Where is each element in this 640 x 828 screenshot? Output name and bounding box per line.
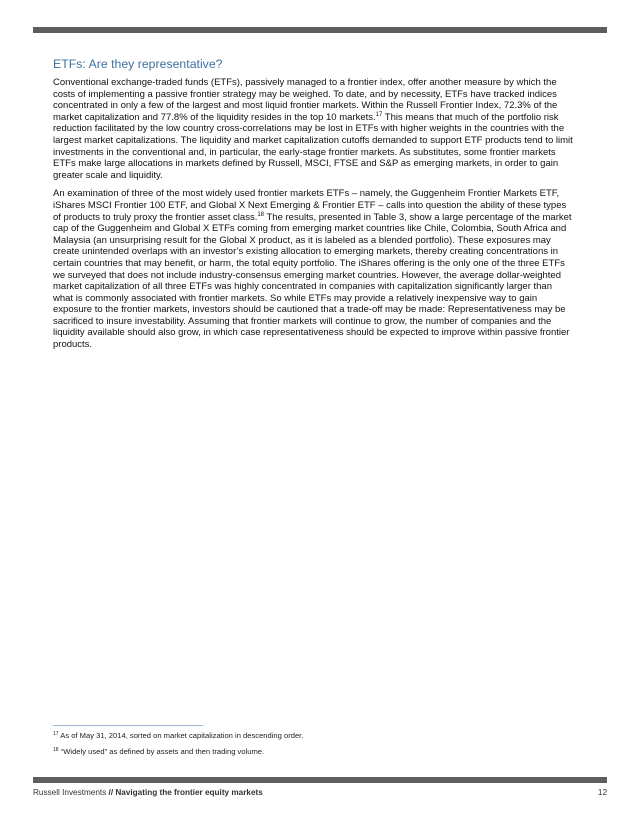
footer-title-line — [33, 788, 263, 797]
footer-separator: // — [106, 788, 116, 797]
paragraph-1-text-b: This means that much of the portfolio risk reduction facilitated by the low country cross-correlations may be lost in ETFs with higher weights in the countries with the largest market capitalizations. The liquidity and market capitalization cutoffs demanded to support ETF products tend to limit investments in the conventional and, in particular, the early-stage frontier markets. As substitutes, some frontier markets ETFs make large allocations in markets defined by Russell, MSCI, FTSE and S&P as emerging markets, in order to gain greater scale and liquidity. — [53, 111, 573, 181]
paragraph-1 — [53, 77, 573, 181]
footer-company: Russell Investments — [33, 788, 107, 797]
bottom-rule — [33, 777, 607, 783]
paragraph-2-text-b: The results, presented in Table 3, show a large percentage of the market cap of the Guggenheim and Global X ETFs coming from emerging market countries like Chile, Colombia, South Africa and Malaysia (an unsurprising result for the Global X product, as it is labeled as a blended portfolio). These exposures may create unintended overlaps with an investor’s existing allocation to emerging markets, thereby creating concentrations in certain countries that may benefit, or harm, the total equity portfolio. The iShares offering is the only one of the three ETFs we surveyed that does not include industry-consensus emerging market countries. However, the average dollar-weighted market capitalization of all three ETFs was highly concentrated in companies with capitalization significantly larger than what is commonly associated with frontier markets. So while ETFs may provide a relatively inexpensive way to gain exposure to the frontier markets, investors should be cautioned that a trade-off may be made: Representativeness may be sacrificed to insure investability. Assuming that frontier markets will continue to grow, the number of companies and the liquidity available should also grow, in which case representativeness should be expected to improve within passive frontier products. — [53, 211, 572, 351]
paragraph-2 — [53, 188, 573, 350]
paragraph-2-text-a: An examination of three of the most widely used frontier markets ETFs – namely, the Guggenheim Frontier Markets ETF, iShares MSCI Frontier 100 ETF, and Global X Next Emerging & Frontier ETF – calls into question the ability of these types of products to truly proxy the frontier asset class. — [53, 188, 567, 223]
footnote-rule — [53, 725, 203, 726]
footnote-18 — [53, 747, 573, 757]
paragraph-1-text-a: Conventional exchange-traded funds (ETFs), passively managed to a frontier index, offer another measure by which the costs of implementing a passive frontier strategy may be weighed. To date, and by necessity, ETFs have tracked indices concentrated in only a few of the largest and most liquid frontier markets. Within the Russell Frontier Index, 72.3% of the market capitalization and 77.8% of the liquidity resides in the top 10 markets. — [53, 77, 558, 123]
main-content — [53, 57, 573, 358]
footnote-ref-18: 18 — [257, 211, 265, 218]
footnotes — [53, 731, 573, 763]
footnote-text: “Widely used” as defined by assets and then trading volume. — [60, 747, 265, 756]
footnote-17 — [53, 731, 573, 741]
footnote-text: As of May 31, 2014, sorted on market capitalization in descending order. — [60, 731, 304, 740]
footnote-ref-17: 17 — [375, 111, 383, 118]
footnote-number: 18 — [53, 747, 59, 753]
section-heading: ETFs: Are they representative? — [53, 57, 223, 71]
footnote-number: 17 — [53, 731, 59, 737]
footer-document-title: Navigating the frontier equity markets — [115, 788, 263, 797]
page-number: 12 — [597, 788, 607, 797]
top-rule — [33, 27, 607, 33]
